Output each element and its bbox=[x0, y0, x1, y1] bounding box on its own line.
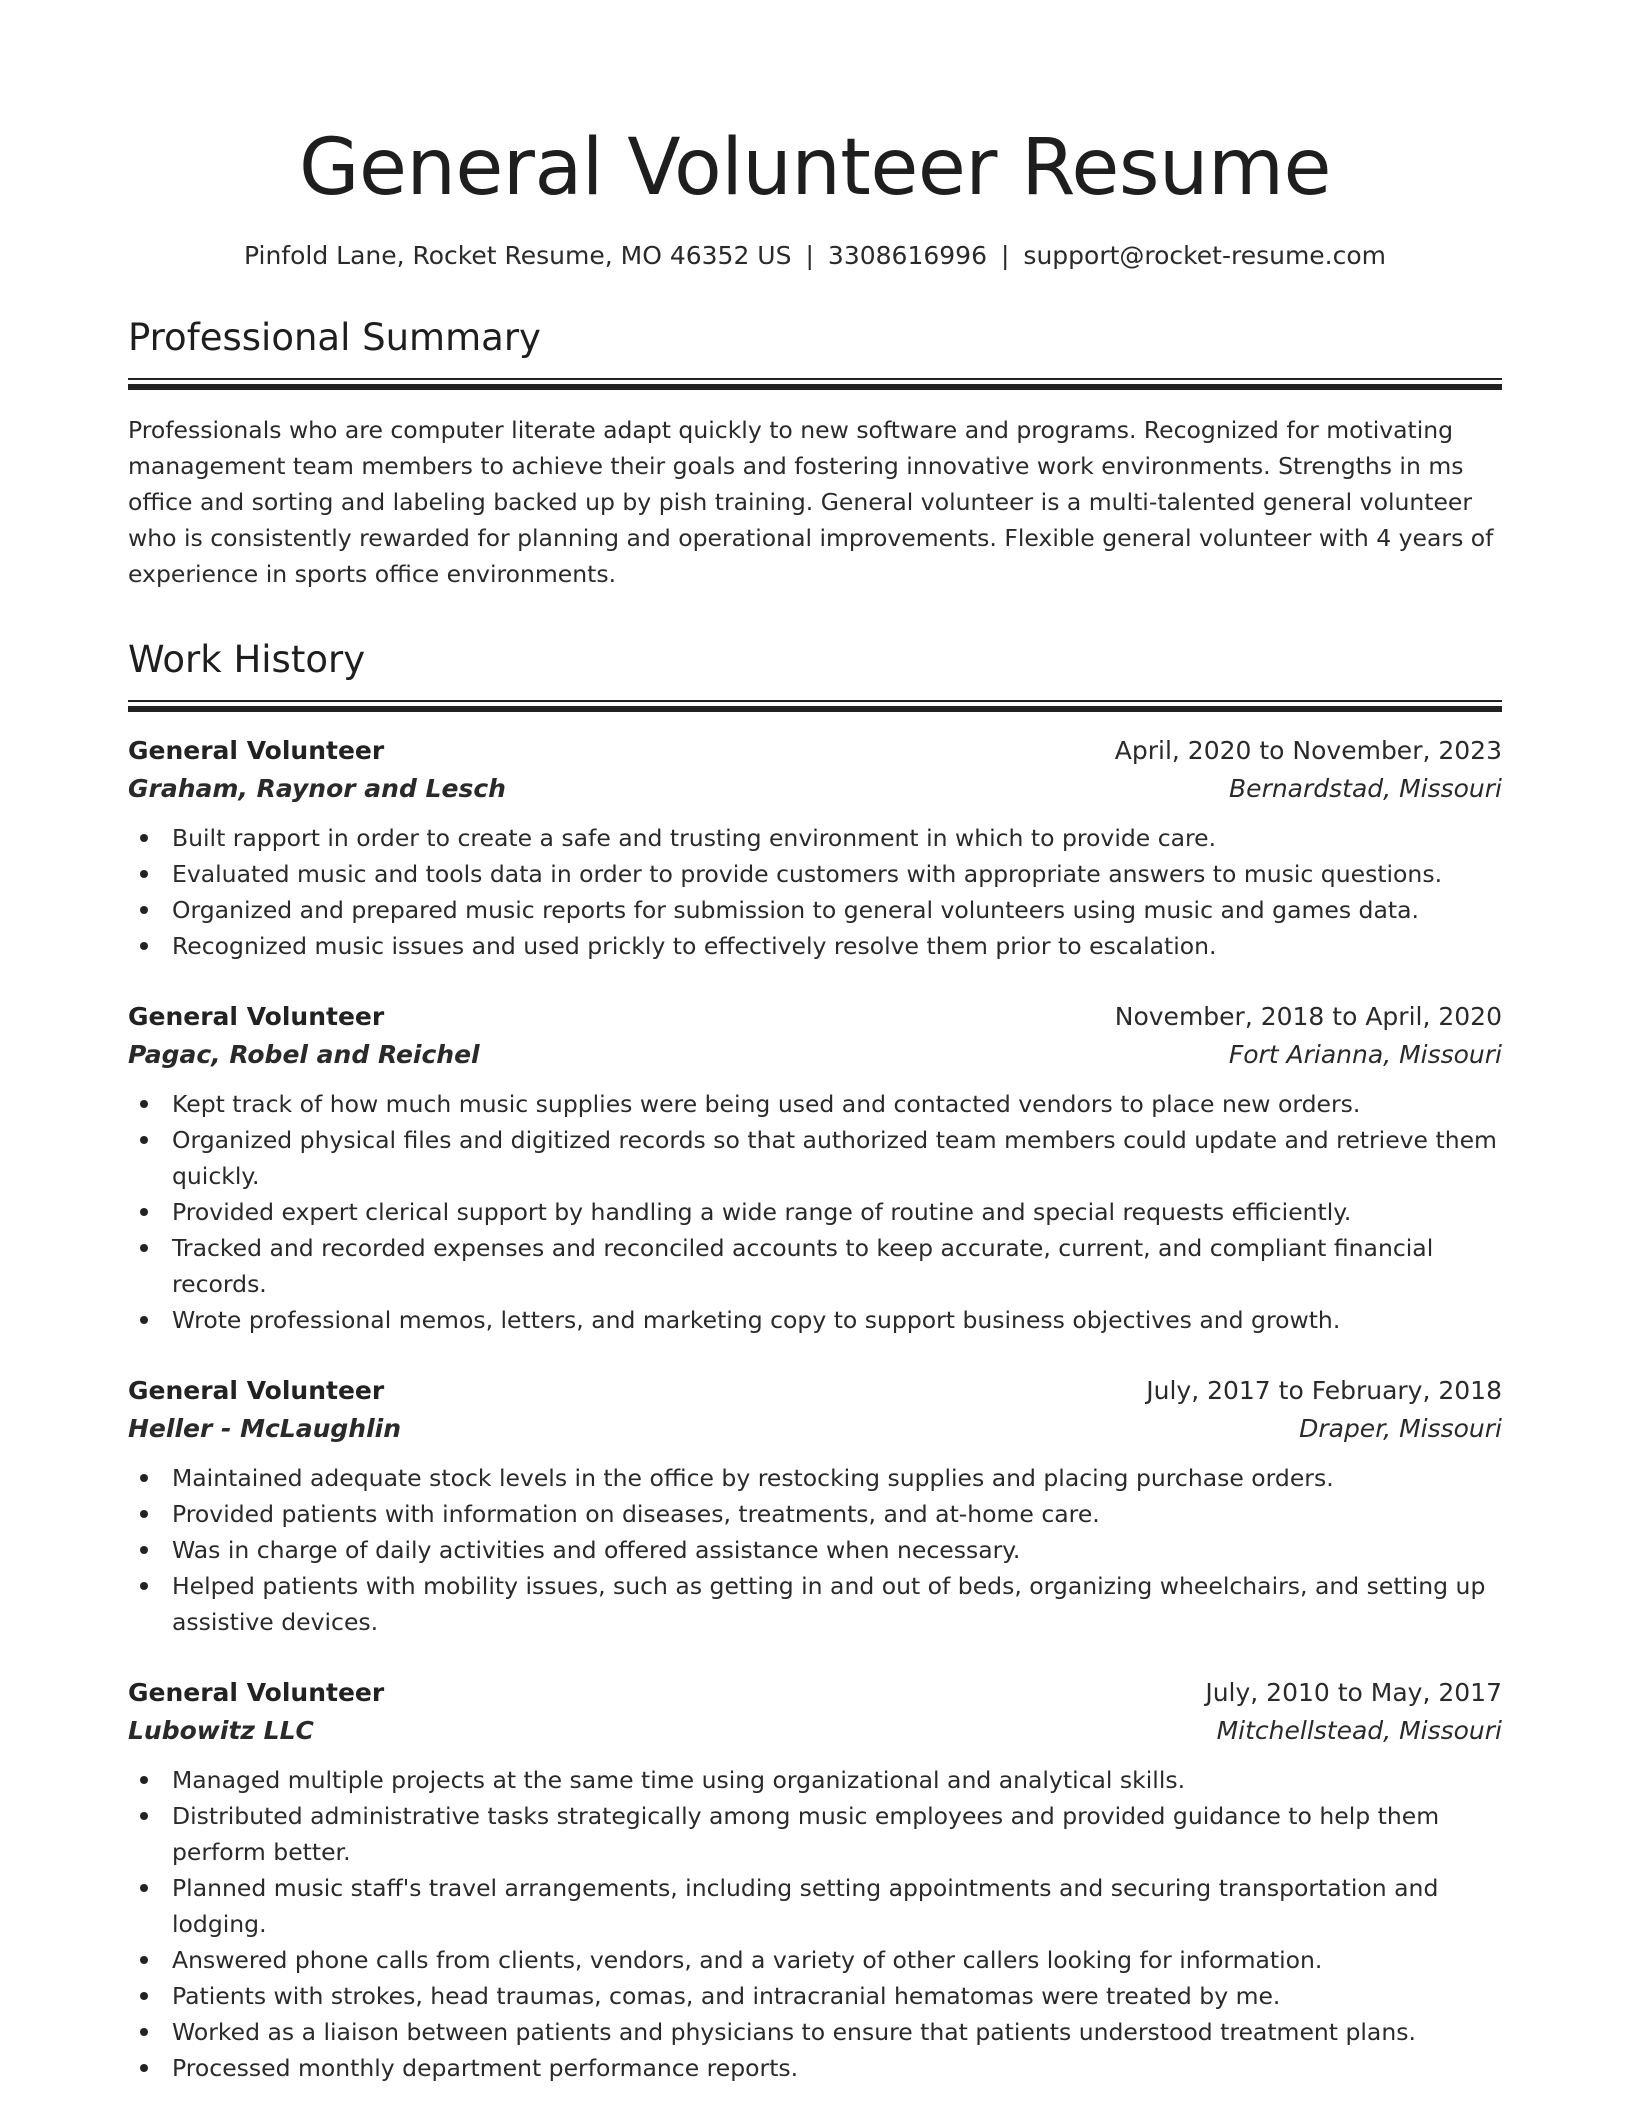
contact-line bbox=[128, 238, 1502, 274]
job-company: Heller - McLaughlin bbox=[128, 1414, 402, 1443]
job-location: Draper, Missouri bbox=[1299, 1414, 1502, 1443]
job-header-row bbox=[128, 998, 1502, 1036]
section-divider bbox=[128, 378, 1502, 380]
job-title: General Volunteer bbox=[128, 1376, 385, 1405]
contact-separator: | bbox=[805, 241, 814, 270]
job-entry bbox=[128, 1372, 1502, 1640]
job-bullet: Kept track of how much music supplies were being used and contacted vendors to place new orders. bbox=[128, 1086, 1502, 1122]
job-header-row bbox=[128, 1674, 1502, 1712]
job-bullet: Organized and prepared music reports for submission to general volunteers using music and games data. bbox=[128, 892, 1502, 928]
job-company: Pagac, Robel and Reichel bbox=[128, 1040, 480, 1069]
job-bullet: Worked as a liaison between patients and physicians to ensure that patients understood treatment plans. bbox=[128, 2014, 1502, 2050]
job-company: Graham, Raynor and Lesch bbox=[128, 774, 506, 803]
job-title: General Volunteer bbox=[128, 736, 385, 765]
job-dates: November, 2018 to April, 2020 bbox=[1114, 1002, 1502, 1031]
work-history-section bbox=[128, 636, 1502, 2086]
job-entry bbox=[128, 732, 1502, 964]
job-bullet-list bbox=[128, 1086, 1502, 1338]
job-employer-row bbox=[128, 1410, 1502, 1448]
job-list bbox=[128, 732, 1502, 2086]
job-bullet: Processed monthly department performance reports. bbox=[128, 2050, 1502, 2086]
job-location: Fort Arianna, Missouri bbox=[1228, 1040, 1502, 1069]
contact-phone: 3308616996 bbox=[827, 241, 987, 270]
job-company: Lubowitz LLC bbox=[128, 1716, 314, 1745]
job-dates: July, 2010 to May, 2017 bbox=[1205, 1678, 1502, 1707]
job-bullet: Answered phone calls from clients, vendors, and a variety of other callers looking for information. bbox=[128, 1942, 1502, 1978]
job-bullet: Patients with strokes, head traumas, comas, and intracranial hematomas were treated by me. bbox=[128, 1978, 1502, 2014]
job-bullet: Provided expert clerical support by handling a wide range of routine and special requests efficiently. bbox=[128, 1194, 1502, 1230]
job-dates: July, 2017 to February, 2018 bbox=[1146, 1376, 1502, 1405]
job-header-row bbox=[128, 732, 1502, 770]
job-bullet: Distributed administrative tasks strategically among music employees and provided guidance to help them perform better. bbox=[128, 1798, 1502, 1870]
job-bullet: Planned music staff's travel arrangements, including setting appointments and securing transportation and lodging. bbox=[128, 1870, 1502, 1942]
job-title: General Volunteer bbox=[128, 1002, 385, 1031]
job-bullet-list bbox=[128, 1460, 1502, 1640]
section-title-summary: Professional Summary bbox=[128, 316, 541, 359]
job-bullet: Maintained adequate stock levels in the office by restocking supplies and placing purchase orders. bbox=[128, 1460, 1502, 1496]
job-bullet-list bbox=[128, 1762, 1502, 2086]
job-location: Bernardstad, Missouri bbox=[1229, 774, 1502, 803]
summary-text: Professionals who are computer literate adapt quickly to new software and programs. Recognized for motivating management team members to achieve their goals and fostering innovative work environments. Strengths in ms office and sorting and labeling backed up by pish training. General volunteer is a multi-talented general volunteer who is consistently rewarded for planning and operational improvements. Flexible general volunteer with 4 years of experience in sports office environments. bbox=[128, 416, 1494, 588]
job-entry bbox=[128, 998, 1502, 1338]
job-entry bbox=[128, 1674, 1502, 2086]
job-location: Mitchellstead, Missouri bbox=[1216, 1716, 1502, 1745]
resume-page bbox=[128, 118, 1502, 2120]
job-bullet: Managed multiple projects at the same time using organizational and analytical skills. bbox=[128, 1762, 1502, 1798]
job-employer-row bbox=[128, 1036, 1502, 1074]
job-bullet: Provided patients with information on diseases, treatments, and at-home care. bbox=[128, 1496, 1502, 1532]
job-header-row bbox=[128, 1372, 1502, 1410]
job-bullet: Tracked and recorded expenses and reconciled accounts to keep accurate, current, and compliant financial records. bbox=[128, 1230, 1502, 1302]
job-bullet: Organized physical files and digitized records so that authorized team members could update and retrieve them quickly. bbox=[128, 1122, 1502, 1194]
job-title: General Volunteer bbox=[128, 1678, 385, 1707]
contact-address: Pinfold Lane, Rocket Resume, MO 46352 US bbox=[243, 241, 792, 270]
contact-separator: | bbox=[1000, 241, 1010, 270]
job-bullet: Built rapport in order to create a safe and trusting environment in which to provide care. bbox=[128, 820, 1502, 856]
job-bullet: Wrote professional memos, letters, and marketing copy to support business objectives and growth. bbox=[128, 1302, 1502, 1338]
job-bullet-list bbox=[128, 820, 1502, 964]
section-title-work-history: Work History bbox=[128, 638, 366, 681]
job-employer-row bbox=[128, 1712, 1502, 1750]
section-divider bbox=[128, 700, 1502, 702]
job-bullet: Evaluated music and tools data in order to provide customers with appropriate answers to music questions. bbox=[128, 856, 1502, 892]
contact-email: support@rocket-resume.com bbox=[1023, 241, 1387, 270]
resume-title: General Volunteer Resume bbox=[299, 123, 1331, 213]
job-employer-row bbox=[128, 770, 1502, 808]
job-bullet: Recognized music issues and used prickly to effectively resolve them prior to escalation. bbox=[128, 928, 1502, 964]
professional-summary-section bbox=[128, 314, 1502, 592]
job-bullet: Helped patients with mobility issues, such as getting in and out of beds, organizing wheelchairs, and setting up assistive devices. bbox=[128, 1568, 1502, 1640]
job-bullet: Was in charge of daily activities and offered assistance when necessary. bbox=[128, 1532, 1502, 1568]
job-dates: April, 2020 to November, 2023 bbox=[1114, 736, 1502, 765]
